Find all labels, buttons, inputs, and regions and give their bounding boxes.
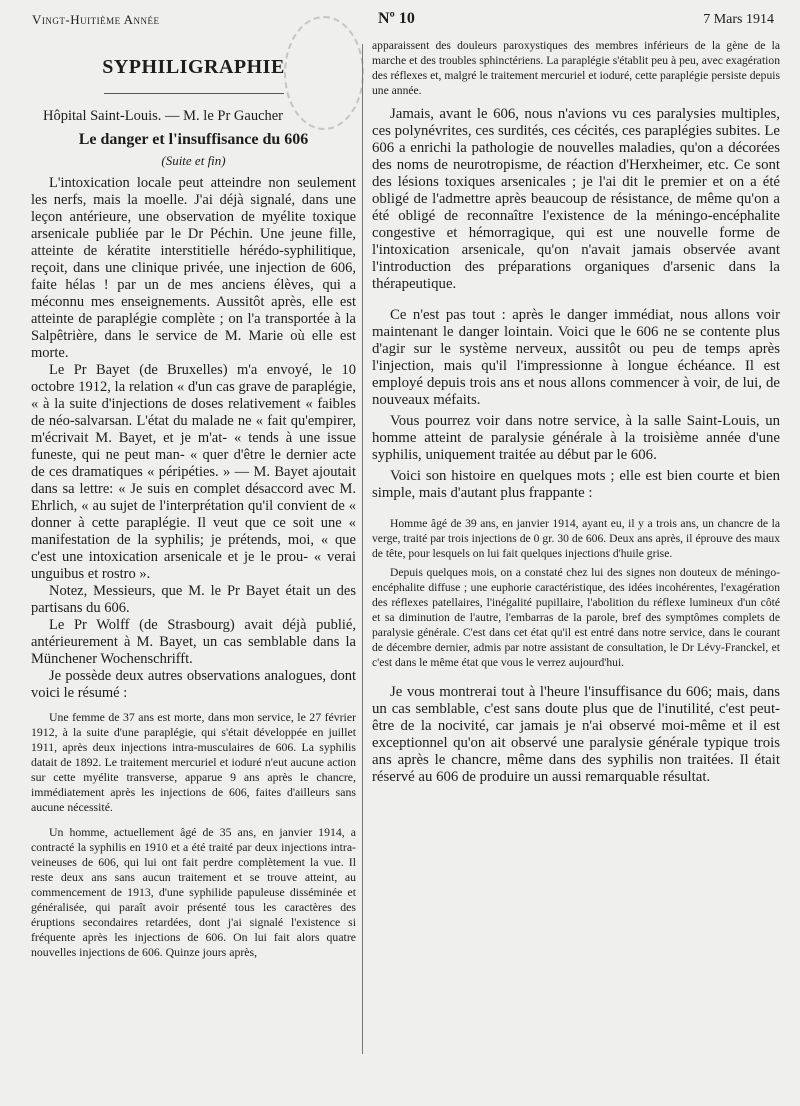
section-title: SYPHILIGRAPHIE bbox=[102, 56, 285, 78]
paragraph: Jamais, avant le 606, nous n'avions vu ces paralysies multiples, ces polynévrites, ces surdités, ces cécités, ces paraplégies subites. Le 606 a enrichi la pathologie de nouvelles maladies, qu'on a décorées des noms de neurotropisme, de réaction d'Herxheimer, etc. Ce sont des lésions toxiques arsenicales ; je l'ai dit le premier et on a été obligé de l'admettre après beaucoup de résistance, de même qu'on a été obligé de reconnaître l'existence de la méningo-encéphalite congestive et hémorragique, qui est une nouvelle forme de l'intoxication arsenicale, qu'on n'avait jamais observée avant l'introduction des préparations organiques d'arsenic dans la thérapeutique. bbox=[372, 106, 780, 292]
paragraph: Le Pr Bayet (de Bruxelles) m'a envoyé, le 10 octobre 1912, la relation « d'un cas grave de paraplégie, « à la suite d'injections de doses relativement « faibles de néo-salvarsan. L'état du malade ne « fait qu'empirer, m'écrivait M. Bayet, et je m'at- « tends à une issue funeste, qui ne peut man- « quer d'être le dernier acte de ces dramatiques « péripéties. » — M. Bayet ajoutait dans sa lettre: « Je suis en complet désaccord avec M. Ehrlich, « au sujet de l'interprétation qu'il convient de « donner à cette paraplégie. Il veut que ce soit une « manifestation de la syphilis; je prétends, moi, « que c'est une intoxication arsenicale et je le prou- « verai unguibus et rostro ». bbox=[31, 362, 356, 582]
continued-note: (Suite et fin) bbox=[161, 153, 226, 168]
paragraph: Le Pr Wolff (de Strasbourg) avait déjà publié, antérieurement à M. Bayet, un cas semblable dans la Münchener Wochenschrifft. bbox=[31, 617, 356, 667]
volume-year: Vingt-Huitième Année bbox=[32, 12, 160, 27]
paragraph: L'intoxication locale peut atteindre non seulement les nerfs, mais la moelle. J'ai déjà signalé, dans une leçon antérieure, une observation de myélite toxique arsenicale publiée par le Dr Péchin. Une jeune fille, atteinte de kératite interstitielle hérédo-syphilitique, reçoit, dans une clinique privée, une injection de 606, faite hélas ! par un de mes anciens élèves, qui a méconnu mes enseignements. Aussitôt après, elle est atteinte de paraplégie complète ; on l'a transportée à la Salpêtrière, dans le service de M. Marie où elle est morte. bbox=[31, 175, 356, 361]
paragraph: Notez, Messieurs, que M. le Pr Bayet était un des partisans du 606. bbox=[31, 583, 356, 616]
case-report-continued: apparaissent des douleurs paroxystiques des membres inférieurs de la gène de la marche et des troubles sphinctériens. La paraplégie s'établit peu à peu, avec exagération des réflexes et, malgré le traitement mercuriel et ioduré, cette paraplégie persiste depuis une année. bbox=[372, 39, 780, 97]
paragraph: Voici son histoire en quelques mots ; elle est bien courte et bien simple, mais d'autant plus frappante : bbox=[372, 468, 780, 501]
left-column bbox=[31, 38, 356, 960]
case-report: Un homme, actuellement âgé de 35 ans, en janvier 1914, a contracté la syphilis en 1910 et a été traité par deux injections intra-veineuses de 606, qui lui ont fait perdre complètement la vue. Il reste deux ans sans aucun traitement et se trouve atteint, au commencement de 1913, d'une syphilide papuleuse disséminée et généralisée, qui paraît avoir présenté tous les caractères des éruptions secondaires retardées, dont j'ai signalé l'existence si fréquente après les injections de 606. On lui fait alors quatre nouvelles injections de 606. Quinze jours après, bbox=[31, 825, 356, 959]
case-report: Une femme de 37 ans est morte, dans mon service, le 27 février 1912, à la suite d'une paraplégie, qui s'était développée en juillet 1911, après deux injections intra-musculaires de 606. La syphilis datait de 1892. Le traitement mercuriel et ioduré n'eut aucune action sur cette myélite transverse, apparue 9 ans après le chancre, immédiatement après les injections de 606, faites d'ailleurs sans aucune nécessité. bbox=[31, 710, 356, 814]
right-column bbox=[372, 38, 780, 786]
paragraph: Vous pourrez voir dans notre service, à la salle Saint-Louis, un homme atteint de paralysie générale à la troisième année d'une syphilis, uniquement traitée au début par le 606. bbox=[372, 413, 780, 463]
paragraph: Je possède deux autres observations analogues, dont voici le résumé : bbox=[31, 668, 356, 701]
issue-date: 7 Mars 1914 bbox=[703, 12, 774, 27]
title-divider bbox=[104, 93, 284, 94]
paragraph: Ce n'est pas tout : après le danger immédiat, nous allons voir maintenant le danger lointain. Voici que le 606 ne se contente plus d'agir sur le système nerveux, aussitôt ou peu de temps après l'injection, mais qu'il l'impressionne à longue échéance. Il est employé depuis trois ans et nous allons commencer à voir, de lui, de nouveaux méfaits. bbox=[372, 307, 780, 408]
page-header bbox=[32, 8, 788, 30]
paragraph: Je vous montrerai tout à l'heure l'insuffisance du 606; mais, dans un cas semblable, c'est sans doute plus que de l'inutilité, c'est peut-être de la nocivité, car jamais je n'ai observé moi-même et il est exceptionnel qu'on ait observé une paralysie générale typique trois ans après le chancre, même dans des syphilis non traitées. Il était réservé au 606 de produire un aussi remarquable résultat. bbox=[372, 684, 780, 785]
case-report: Homme âgé de 39 ans, en janvier 1914, ayant eu, il y a trois ans, un chancre de la verge, traité par trois injections de 0 gr. 30 de 606. Deux ans après, il éprouve des maux de tête, pour lesquels on lui fait quelques injections d'huile grise. bbox=[372, 517, 780, 560]
case-report: Depuis quelques mois, on a constaté chez lui des signes non douteux de méningo-encéphalite diffuse ; une euphorie caractéristique, des idées incohérentes, l'exagération des réflexes patellaires, l'inégalité pupillaire, l'abolition du réflexe lumineux d'un côté et sa diminution de l'autre, l'embarras de la parole, bref des symptômes complets de paralysie générale. C'est dans cet état qu'il est entré dans notre service, dans le courant de décembre dernier, admis par notre assistant de consultation, le Dr Lévy-Franckel, et c'est dans le même état que vous le verrez aujourd'hui. bbox=[372, 566, 780, 669]
hospital-line: Hôpital Saint-Louis. — M. le Pr Gaucher bbox=[43, 108, 284, 124]
issue-number: Nº 10 bbox=[378, 10, 415, 27]
column-divider bbox=[362, 44, 363, 1054]
lecture-title: Le danger et l'insuffisance du 606 bbox=[78, 131, 309, 148]
